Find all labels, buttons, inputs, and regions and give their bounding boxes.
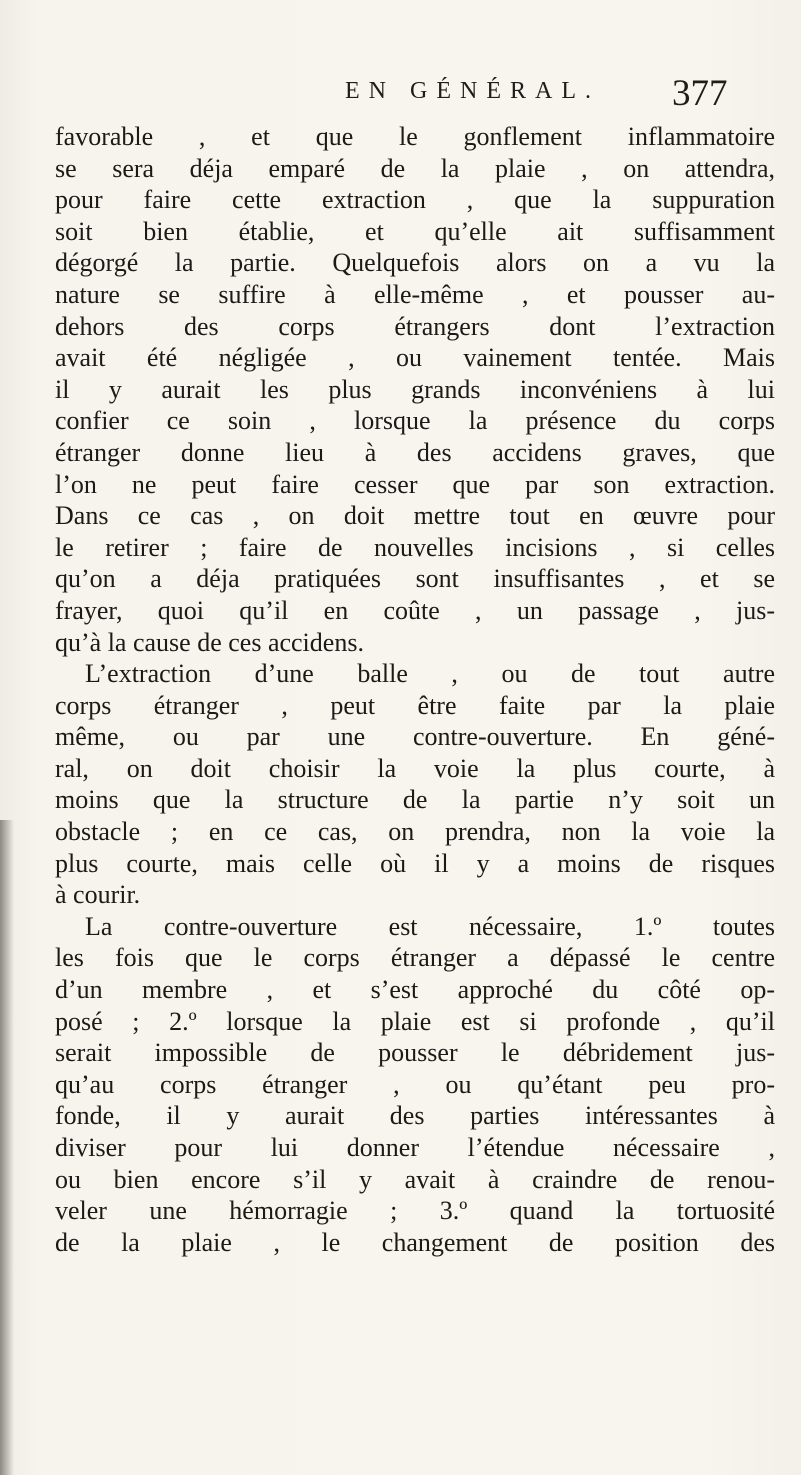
- page-number: 377: [672, 73, 728, 114]
- running-head: [0, 73, 801, 122]
- text-line: ou bien encore s’il y avait à craindre de renou-: [55, 1164, 775, 1194]
- text-line: l’on ne peut faire cesser que par son extraction.: [55, 469, 775, 499]
- text-line: corps étranger , peut être faite par la plaie: [55, 690, 775, 720]
- text-line: favorable , et que le gonflement inflammatoire: [55, 122, 775, 151]
- text-line: frayer, quoi qu’il en coûte , un passage , jus-: [55, 595, 775, 625]
- text-line: ral, on doit choisir la voie la plus courte, à: [55, 753, 775, 783]
- text-line: il y aurait les plus grands inconvéniens à lui: [55, 374, 775, 404]
- text-line: qu’à la cause de ces accidens.: [55, 627, 364, 657]
- text-line: dégorgé la partie. Quelquefois alors on a vu la: [55, 248, 775, 278]
- text-line: L’extraction d’une balle , ou de tout autre: [85, 659, 775, 689]
- text-line: moins que la structure de la partie n’y soit un: [55, 785, 775, 815]
- text-line: confier ce soin , lorsque la présence du corps: [55, 406, 775, 436]
- text-line: posé ; 2.º lorsque la plaie est si profonde , qu’il: [55, 1006, 775, 1036]
- text-line: se sera déja emparé de la plaie , on attendra,: [55, 153, 775, 183]
- text-line: les fois que le corps étranger a dépassé le centre: [55, 943, 775, 973]
- binding-shadow: [0, 820, 14, 1475]
- text-line: diviser pour lui donner l’étendue nécessaire ,: [55, 1133, 775, 1162]
- text-line: veler une hémorragie ; 3.º quand la tortuosité: [55, 1196, 775, 1226]
- text-line: qu’on a déja pratiquées sont insuffisantes , et se: [55, 564, 775, 594]
- text-line: La contre-ouverture est nécessaire, 1.º toutes: [85, 911, 775, 941]
- text-line: dehors des corps étrangers dont l’extraction: [55, 311, 775, 341]
- text-line: plus courte, mais celle où il y a moins de risques: [55, 848, 775, 878]
- text-line: soit bien établie, et qu’elle ait suffisamment: [55, 216, 775, 246]
- text-line: avait été négligée , ou vainement tentée. Mais: [55, 343, 775, 373]
- text-line: de la plaie , le changement de position des: [55, 1227, 775, 1257]
- text-line: le retirer ; faire de nouvelles incisions , si celles: [55, 532, 775, 562]
- text-line: serait impossible de pousser le débridement jus-: [55, 1038, 775, 1068]
- text-line: étranger donne lieu à des accidens graves, que: [55, 437, 775, 467]
- text-line: Dans ce cas , on doit mettre tout en œuvre pour: [55, 501, 775, 531]
- text-line: d’un membre , et s’est approché du côté op-: [55, 975, 775, 1005]
- running-title: EN GÉNÉRAL.: [345, 78, 600, 104]
- text-line: nature se suffire à elle-même , et pousser au-: [55, 279, 775, 309]
- text-line: à courir.: [55, 880, 141, 910]
- text-line: obstacle ; en ce cas, on prendra, non la voie la: [55, 817, 775, 847]
- text-line: pour faire cette extraction , que la suppuration: [55, 185, 775, 215]
- text-line: qu’au corps étranger , ou qu’étant peu pro-: [55, 1069, 775, 1099]
- text-line: fonde, il y aurait des parties intéressantes à: [55, 1101, 775, 1131]
- body-text: [55, 121, 775, 1258]
- text-line: même, ou par une contre-ouverture. En géné-: [55, 722, 775, 752]
